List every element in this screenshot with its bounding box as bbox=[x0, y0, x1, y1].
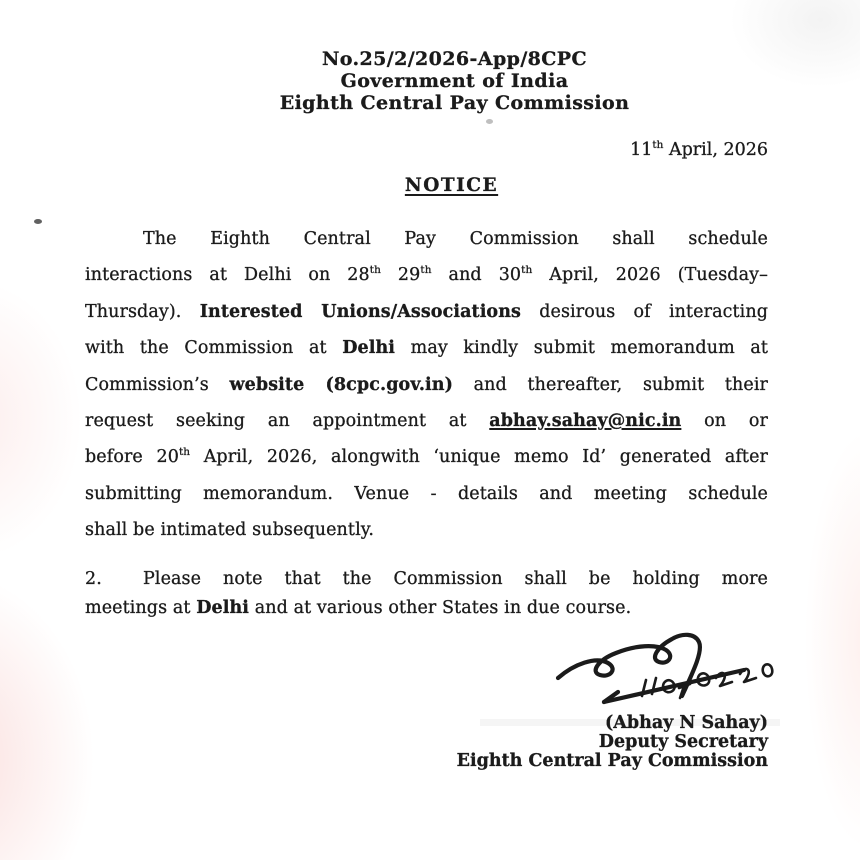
government-line: Government of India bbox=[340, 70, 569, 92]
text-segment: The Eighth Central Pay Commission shall schedule bbox=[143, 229, 768, 249]
text-segment: Thursday). bbox=[85, 301, 200, 322]
text-segment: Interested Unions/Associations bbox=[199, 301, 521, 322]
text-line bbox=[85, 294, 768, 330]
text-segment: th bbox=[369, 264, 381, 277]
heading-row bbox=[110, 175, 793, 196]
issue-date bbox=[630, 140, 768, 160]
text-line bbox=[85, 439, 768, 475]
notice-paragraph-1 bbox=[85, 221, 768, 549]
text-line bbox=[85, 221, 768, 257]
text-segment: interactions at Delhi on 28 bbox=[85, 265, 370, 286]
text-segment: April, 2026 bbox=[663, 140, 768, 160]
text-segment: request seeking an appointment at bbox=[85, 411, 490, 432]
text-segment: th bbox=[521, 264, 533, 277]
text-segment: abhay.sahay@nic.in bbox=[489, 411, 682, 432]
text-segment: th bbox=[652, 139, 664, 152]
text-segment: may kindly submit memorandum at bbox=[395, 338, 768, 359]
text-line bbox=[85, 476, 768, 512]
text-segment: April, 2026 (Tuesday– bbox=[532, 265, 768, 286]
text-line bbox=[85, 330, 768, 366]
text-segment: on or bbox=[681, 411, 768, 432]
text-segment: April, 2026, alongwith ‘unique memo Id’ generated after bbox=[190, 447, 768, 468]
text-segment: Delhi bbox=[342, 338, 396, 359]
text-segment: submitting memorandum. Venue - details and meeting schedule bbox=[85, 483, 768, 504]
text-line bbox=[85, 565, 768, 595]
notice-heading: NOTICE bbox=[404, 175, 499, 196]
text-segment: 11 bbox=[630, 140, 653, 160]
text-segment: Commission’s bbox=[85, 374, 230, 395]
text-segment: 2. bbox=[85, 568, 102, 589]
text-line bbox=[85, 367, 768, 403]
text-segment: 29 bbox=[380, 265, 421, 286]
text-line bbox=[85, 257, 768, 293]
letterhead bbox=[113, 48, 796, 114]
signature-block bbox=[85, 624, 768, 771]
text-segment: desirous of interacting bbox=[521, 301, 769, 322]
text-line bbox=[85, 512, 768, 548]
text-segment: shall be intimated subsequently. bbox=[85, 520, 375, 541]
text-segment: before 20 bbox=[85, 447, 179, 468]
text-segment: th bbox=[420, 264, 432, 277]
notice-paragraph-2 bbox=[85, 565, 768, 624]
text-line bbox=[85, 594, 768, 624]
signatory-organization: Eighth Central Pay Commission bbox=[456, 750, 768, 771]
reference-number: No.25/2/2026-App/8CPC bbox=[321, 48, 588, 70]
text-segment: and thereafter, submit their bbox=[452, 374, 768, 395]
text-segment: meetings at bbox=[85, 598, 197, 619]
text-line bbox=[85, 403, 768, 439]
text-segment: with the Commission at bbox=[85, 338, 343, 359]
text-segment: website (8cpc.gov.in) bbox=[229, 374, 453, 395]
signatory-name: (Abhay N Sahay) bbox=[605, 712, 768, 733]
commission-line: Eighth Central Pay Commission bbox=[279, 92, 630, 114]
text-segment: Please note that the Commission shall be holding more bbox=[143, 568, 768, 589]
date-row bbox=[85, 140, 768, 160]
text-segment: and 30 bbox=[431, 265, 522, 286]
signatory-designation: Deputy Secretary bbox=[598, 731, 768, 752]
text-segment: and at various other States in due course. bbox=[249, 598, 632, 619]
signature-scribble bbox=[544, 626, 794, 722]
text-segment: th bbox=[178, 446, 191, 459]
text-segment: Delhi bbox=[196, 598, 250, 619]
